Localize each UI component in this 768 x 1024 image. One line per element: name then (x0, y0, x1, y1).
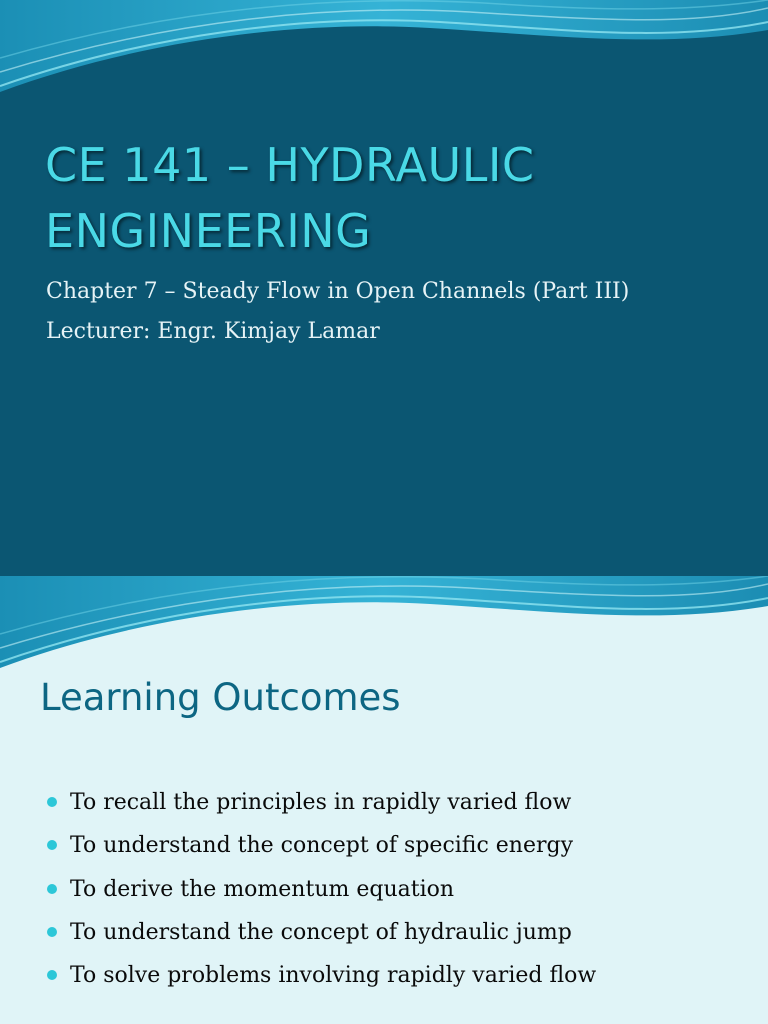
presentation-title: CE 141 – HYDRAULIC ENGINEERING (45, 138, 535, 258)
learning-outcomes-list (46, 784, 596, 1000)
outcome-text: To understand the concept of specific energy (70, 833, 574, 859)
chapter-subtitle: Chapter 7 – Steady Flow in Open Channels (Part III) (46, 279, 630, 304)
list-item (46, 871, 596, 914)
list-item (46, 784, 596, 827)
wave-header-decoration (0, 576, 768, 676)
wave-header-decoration (0, 0, 768, 100)
list-item (46, 914, 596, 957)
lecturer-line: Lecturer: Engr. Kimjay Lamar (46, 319, 380, 344)
list-item (46, 957, 596, 1000)
slide-heading: Learning Outcomes (40, 676, 401, 719)
bullet-icon (47, 970, 57, 980)
outcome-text: To solve problems involving rapidly varied flow (70, 963, 597, 989)
bullet-icon (47, 797, 57, 807)
list-item (46, 827, 596, 870)
outcome-text: To recall the principles in rapidly varied flow (70, 790, 572, 815)
outcome-text: To understand the concept of hydraulic jump (70, 919, 572, 945)
bullet-icon (47, 884, 57, 894)
outcome-text: To derive the momentum equation (70, 876, 455, 902)
bullet-icon (47, 840, 57, 850)
bullet-icon (47, 927, 57, 937)
